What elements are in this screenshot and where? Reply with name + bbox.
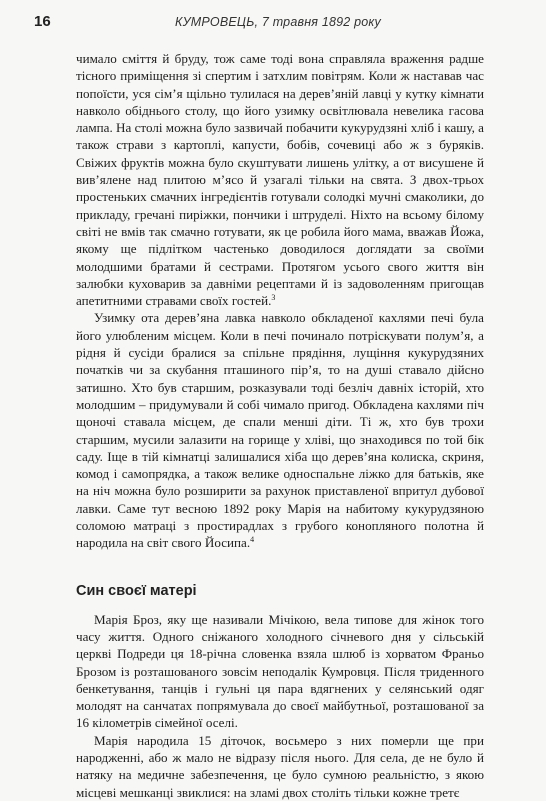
body-text — [76, 50, 484, 801]
paragraph-4: Марія народила 15 діточок, восьмеро з них померли ще при народженні, або ж мало не відразу після нього. Для села, де не було й натяку на медичне забезпечення, це було сумною реальністю, з якою місцеві мешканці звиклися: на зламі двох століть тільки кожне третє — [76, 732, 484, 800]
page-header — [0, 0, 546, 46]
page-number: 16 — [34, 13, 51, 30]
footnote-ref: 3 — [271, 293, 276, 303]
paragraph-1 — [76, 50, 484, 309]
paragraph-3: Марія Броз, яку ще називали Мічікою, вела типове для жінок того часу життя. Одного сніжаного холодного січневого дня у сільській церкві Подреди ця 18-річна словенка взяла шлюб із хорватом Франьо Брозом із розташованого зовсім неподалік Кумровця. Після триденного бенкетування, танців і гульні ця пара вдягнених у селянський одяг молодят на санчатах попрямувала до своєї майбутньої, розташованої за 16 кілометрів сімейної оселі. — [76, 611, 484, 731]
paragraph-text: Узимку ота дерев’яна лавка навколо обкладеної кахлями печі була його улюбленим місцем. Коли в печі починало потріскувати полум’я, а рідня й сусіди бралися за спільне прядіння, лущіння кукурудзяних початків чи за скубання пташиного пір’я, то на душі ставало дійсно затишно. Хто був старшим, розказували тоді безліч давніх історій, хто молодшим – придумували й собі чимало пригод. Обкладена кахлями піч щоночі ставала місцем, де спали менші діти. Ті ж, хто був трохи старшим, мусили залазити на горище у хліві, що знаходився по той бік саду. Іще в тій кімнатці залишалися хіба що дерев’яна колиска, скриня, комод і самопрядка, а також велике односпальне ліжко для батьків, яке на ніч можна було розширити за рахунок приставленої впритул дубової лавки. Саме тут весною 1892 року Марія на набитому кукурудзяною соломою матраці з простирадлах з грубого конопляного полотна й народила на світ свого Йосипа. — [76, 310, 484, 551]
section-heading: Син своєї матері — [76, 582, 197, 599]
running-head: КУМРОВЕЦЬ, 7 травня 1892 року — [175, 15, 381, 29]
footnote-ref: 4 — [250, 535, 255, 545]
paragraph-text: чимало сміття й бруду, тож саме тоді вона справляла враження радше тісного приміщення зі спертим і затхлим повітрям. Коли ж наставав час попоїсти, уся сім’я щільно тулилася на дерев’яній лавці у кутку кімнати навколо обіднього столу, що його узимку освітлювала невелика гасова лампа. На столі можна було зазвичай побачити кукурудзяні хліб і кашу, а також страви з картоплі, капусти, бобів, сочевиці або ж з буряків. Свіжих фруктів можна було скуштувати лишень улітку, а от висушене й вив’ялене над плитою м’ясо й узагалі тільки на свята. З двох-трьох простеньких смачних інгредієнтів готували солодкі мучні смаколики, до прикладу, гречані пиріжки, пончики і штруделі. Ніхто на всьому білому світі не вмів так смачно готувати, як це робила його мама, вважав Йожа, якому ще підлітком частенько доводилося доглядати за своїми молодшими братами й сестрами. Протягом усього свого життя він залюбки куховарив за давніми рецептами й із задоволенням пригощав апетитними стравами своїх гостей. — [76, 51, 484, 309]
paragraph-2 — [76, 309, 484, 551]
